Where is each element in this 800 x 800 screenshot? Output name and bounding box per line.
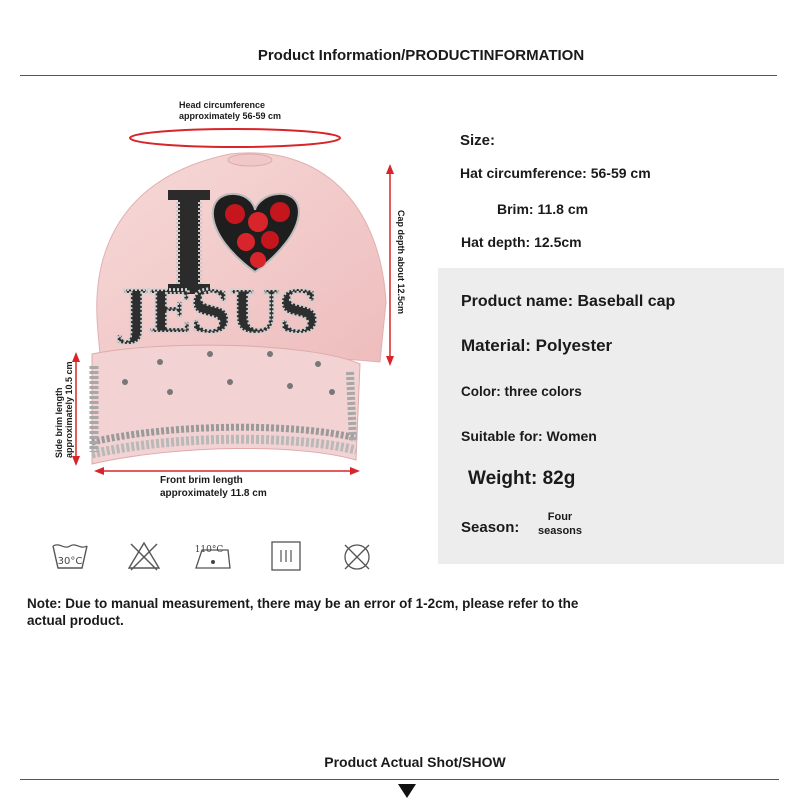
size-brim: Brim: 11.8 cm bbox=[497, 201, 589, 217]
drip-dry-icon bbox=[270, 540, 302, 572]
season-value: Four seasons bbox=[537, 511, 583, 537]
down-arrow-icon bbox=[398, 784, 416, 798]
material: Material: Polyester bbox=[461, 336, 613, 355]
page-title: Product Information/PRODUCTINFORMATION bbox=[257, 47, 585, 64]
footer-title: Product Actual Shot/SHOW bbox=[324, 754, 506, 770]
weight: Weight: 82g bbox=[468, 468, 576, 489]
head-circumference-label: Head circumference approximately 56-59 cm bbox=[179, 100, 282, 121]
cap-illustration bbox=[50, 92, 420, 512]
size-circumference: Hat circumference: 56-59 cm bbox=[460, 165, 651, 181]
suitable-for: Suitable for: Women bbox=[461, 428, 597, 444]
no-tumble-dry-icon bbox=[340, 540, 374, 574]
color: Color: three colors bbox=[461, 384, 582, 399]
season-label: Season: bbox=[461, 519, 520, 536]
no-bleach-icon bbox=[126, 538, 162, 574]
front-brim-label: Front brim length approximately 11.8 cm bbox=[160, 475, 267, 499]
cap-depth-label: Cap depth about 12.5cm bbox=[396, 210, 406, 315]
wash-temp-text: 30°C bbox=[57, 556, 83, 567]
cap-text-jesus: JESUS bbox=[122, 278, 319, 346]
product-name: Product name: Baseball cap bbox=[461, 293, 676, 310]
size-heading: Size: bbox=[460, 132, 496, 149]
measurement-note: Note: Due to manual measurement, there may be an error of 1-2cm, please refer to the actual product. bbox=[27, 596, 579, 628]
side-brim-label: Side brim length approximately 10.5 cm bbox=[54, 361, 74, 458]
iron-110-icon bbox=[192, 540, 234, 574]
header-divider bbox=[20, 75, 777, 76]
product-image bbox=[50, 92, 420, 512]
iron-temp-text: 110°C bbox=[194, 545, 224, 555]
size-depth: Hat depth: 12.5cm bbox=[461, 234, 582, 250]
footer-divider bbox=[20, 779, 779, 780]
wash-30-icon bbox=[50, 538, 90, 574]
